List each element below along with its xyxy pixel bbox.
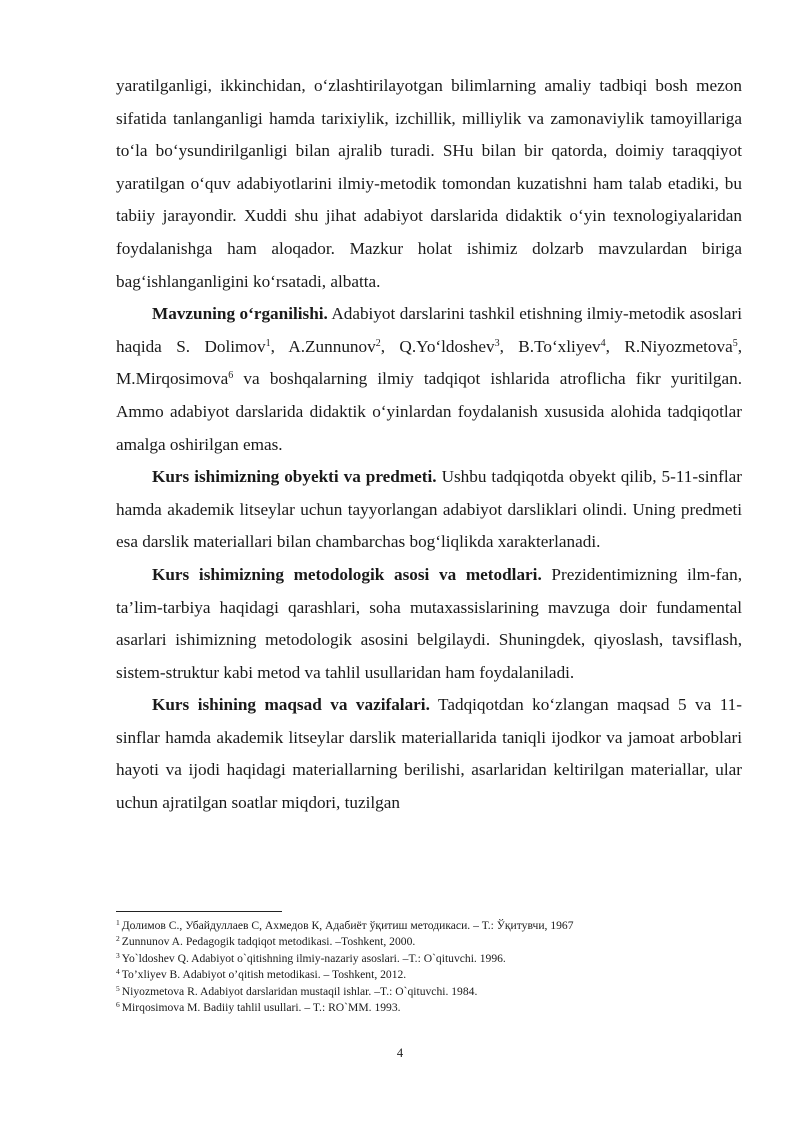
footnote-number: 2	[116, 934, 120, 944]
footnote-ref-6[interactable]: 6	[228, 370, 234, 382]
footnote-number: 1	[116, 918, 120, 927]
footnote-ref-2[interactable]: 2	[375, 337, 381, 349]
paragraph-methodology	[116, 559, 742, 689]
paragraph-text: Adabiyot darslarini tashkil etishning ilmiy-metodik asoslari haqida S. Dolimov	[116, 304, 742, 356]
paragraph-text: , B.To‘xliyev	[499, 336, 601, 356]
paragraph-object-subject	[116, 461, 742, 559]
footnote-item	[116, 951, 742, 967]
footnote-text: To’xliyev B. Adabiyot o’qitish metodikasi. – Toshkent, 2012.	[121, 968, 407, 982]
footnote-item	[116, 967, 742, 983]
footnote-ref-1[interactable]: 1	[265, 337, 271, 349]
paragraph-text: Tadqiqotdan ko‘zlangan maqsad 5 va 11-sinflar hamda akademik litseylar darslik materiallarida taniqli ijodkor va jamoat arboblari hayoti va ijodi haqidagi materiallarning berilishi, asarlaridan keltirilgan materiallar, ular uchun ajratilgan soatlar miqdori, tuzilgan	[116, 695, 742, 813]
footnote-number: 3	[116, 950, 120, 960]
paragraph-text: , R.Niyozmetova	[605, 336, 733, 356]
footnotes	[116, 918, 742, 1016]
paragraph-text: , Q.Yo‘ldoshev	[380, 336, 495, 356]
heading-study-of-topic: Mavzuning o‘rganilishi.	[152, 304, 328, 324]
paragraph-text: va boshqalarning ilmiy tadqiqot ishlarida atroflicha fikr yuritilgan. Ammo adabiyot darslarida didaktik o‘yinlardan foydalanish xususida alohida tadqiqotlar amalga oshirilgan emas.	[116, 369, 742, 454]
paragraph-text: , M.Mirqosimova	[116, 336, 743, 389]
heading-object-subject: Kurs ishimizning obyekti va predmeti.	[152, 467, 437, 487]
footnote-number: 6	[116, 1000, 120, 1010]
footnote-item	[116, 1000, 742, 1016]
footnote-text: Zunnunov A. Pedagogik tadqiqot metodikasi. –Toshkent, 2000.	[121, 935, 416, 949]
footnote-ref-5[interactable]: 5	[732, 337, 738, 349]
paragraph-study-of-topic	[116, 298, 742, 461]
footnote-ref-3[interactable]: 3	[494, 337, 500, 349]
paragraph-goals-tasks	[116, 689, 742, 819]
footnote-text: Yo`ldoshev Q. Adabiyot o`qitishning ilmiy-nazariy asoslari. –T.: O`qituvchi. 1996.	[121, 951, 506, 965]
page-number: 4	[396, 1046, 404, 1060]
footnote-text: Mirqosimova M. Badiiy tahlil usullari. – T.: RO`MM. 1993.	[121, 1001, 401, 1015]
footnote-text: Niyozmetova R. Adabiyot darslaridan mustaqil ishlar. –T.: O`qituvchi. 1984.	[121, 984, 478, 998]
paragraph-text: Ushbu tadqiqotda obyekt qilib, 5-11-sinflar hamda akademik litseylar uchun tayyorlangan adabiyot darsliklari olindi. Uning predmeti esa darslik materiallari bilan chambarchas bog‘liqlikda xarakterlanadi.	[116, 467, 742, 552]
heading-goals-tasks: Kurs ishining maqsad va vazifalari.	[152, 695, 430, 715]
heading-methodology: Kurs ishimizning metodologik asosi va metodlari.	[152, 564, 542, 584]
paragraph-text: , A.Zunnunov	[270, 336, 376, 356]
footnote-item	[116, 918, 742, 934]
footnote-text: Долимов С., Убайдуллаев С, Ахмедов К, Адабиёт ўқитиш методикаси. – Т.: Ўқитувчи, 1967	[121, 919, 574, 932]
paragraph-intro: yaratilganligi, ikkinchidan, o‘zlashtirilayotgan bilimlarning amaliy tadbiqi bosh mezon sifatida tanlanganligi hamda tarixiylik, izchillik, milliylik va zamonaviylik tamoyillariga to‘la bo‘ysundirilganligi bilan ajralib turadi. SHu bilan bir qatorda, doimiy taraqqiyot yaratilgan o‘quv adabiyotlarini ilmiy-metodik tomondan kuzatishni ham talab etadiki, bu tabiiy jarayondir. Xuddi shu jihat adabiyot darslarida didaktik o‘yin texnologiyalaridan foydalanishga ham aloqador. Mazkur holat ishimiz dolzarb mavzulardan biriga bag‘ishlanganligini ko‘rsatadi, albatta.	[116, 76, 742, 291]
paragraph-text: Prezidentimizning ilm-fan, ta’lim-tarbiya haqidagi qarashlari, soha mutaxassislarining mavzuga doir fundamental asarlari ishimizning metodologik asosini belgilaydi. Shuningdek, qiyoslash, tavsiflash, sistem-struktur kabi metod va tahlil usullaridan ham foydalaniladi.	[116, 564, 742, 682]
footnote-number: 5	[116, 983, 120, 993]
footnote-ref-4[interactable]: 4	[600, 337, 606, 349]
footnote-item	[116, 934, 742, 950]
footnote-divider	[116, 911, 282, 912]
document-body	[116, 70, 742, 820]
footnote-number: 4	[116, 967, 120, 977]
footnote-item	[116, 984, 742, 1000]
